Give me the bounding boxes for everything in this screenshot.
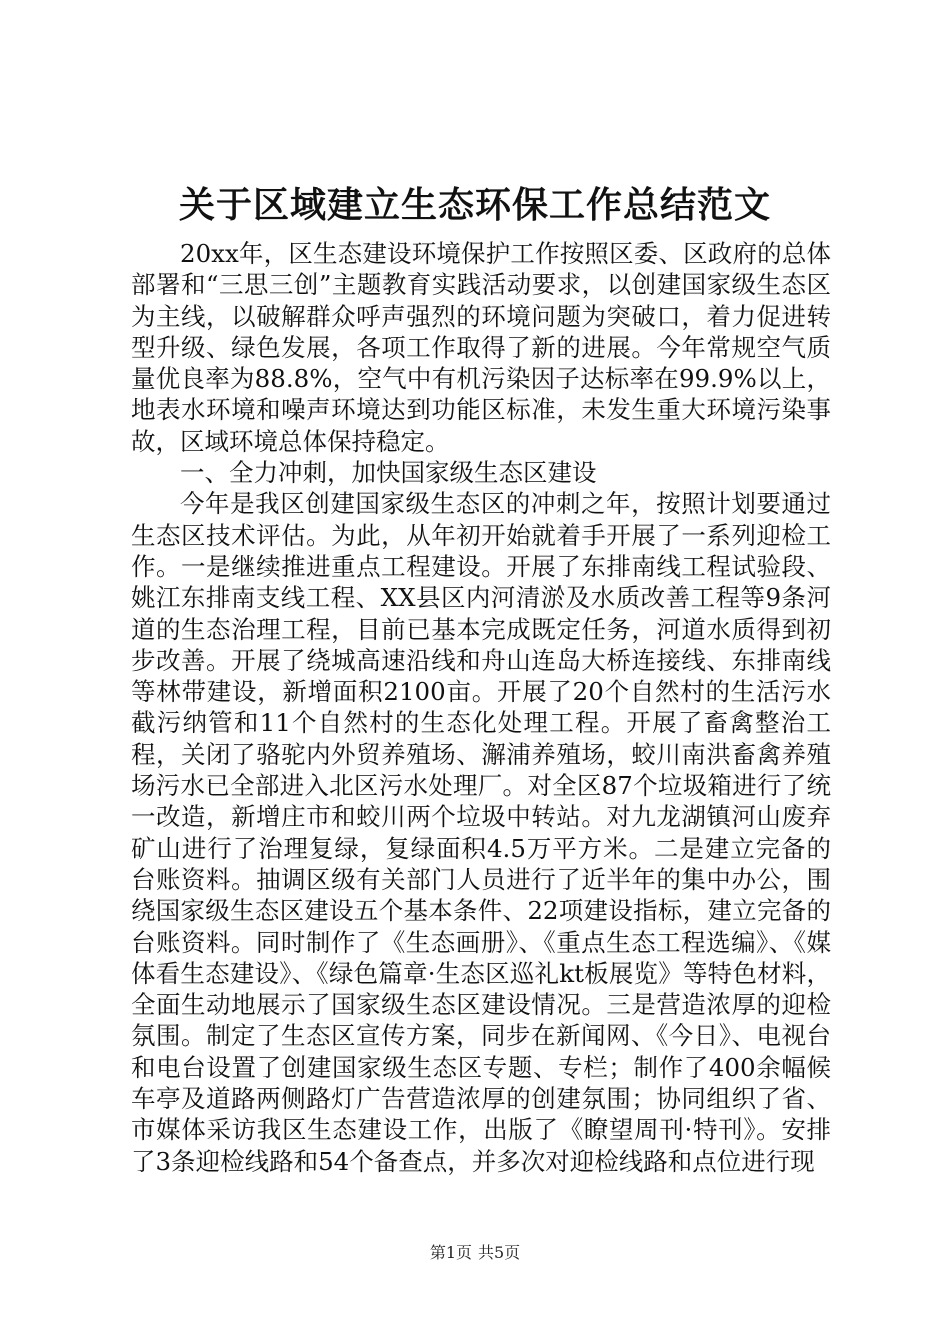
page-footer xyxy=(0,1242,950,1264)
paragraph-intro: 20xx年，区生态建设环境保护工作按照区委、区政府的总体部署和“三思三创”主题教育实践活动要求，以创建国家级生态区为主线，以破解群众呼声强烈的环境问题为突破口，着力促进转型升级、绿色发展，各项工作取得了新的进展。今年常规空气质量优良率为88.8%，空气中有机污染因子达标率在99.9%以上，地表水环境和噪声环境达到功能区标准，未发生重大环境污染事故，区域环境总体保持稳定。 xyxy=(131,239,831,456)
section-heading: 一、全力冲刺，加快国家级生态区建设 xyxy=(180,458,597,488)
page-number: 第1页 xyxy=(429,1243,472,1262)
document-body xyxy=(131,238,831,1177)
paragraph-section-1: 今年是我区创建国家级生态区的冲刺之年，按照计划要通过生态区技术评估。为此，从年初开始就着手开展了一系列迎检工作。一是继续推进重点工程建设。开展了东排南线工程试验段、姚江东排南支线工程、XX县区内河清淤及水质改善工程等9条河道的生态治理工程，目前已基本完成既定任务，河道水质得到初步改善。开展了绕城高速沿线和舟山连岛大桥连接线、东排南线等林带建设，新增面积2100亩。开展了20个自然村的生活污水截污纳管和11个自然村的生态化处理工程。开展了畜禽整治工程，关闭了骆驼内外贸养殖场、澥浦养殖场，蛟川南洪畜禽养殖场污水已全部进入北区污水处理厂。对全区87个垃圾箱进行了统一改造，新增庄市和蛟川两个垃圾中转站。对九龙湖镇河山废弃矿山进行了治理复绿，复绿面积4.5万平方米。二是建立完备的台账资料。抽调区级有关部门人员进行了近半年的集中办公，围绕国家级生态区建设五个基本条件、22项建设指标，建立完备的台账资料。同时制作了《生态画册》、《重点生态工程选编》、《媒体看生态建设》、《绿色篇章·生态区巡礼kt板展览》等特色材料，全面生动地展示了国家级生态区建设情况。三是营造浓厚的迎检氛围。制定了生态区宣传方案，同步在新闻网、《今日》、电视台和电台设置了创建国家级生态区专题、专栏；制作了400余幅候车亭及道路两侧路灯广告营造浓厚的创建氛围；协同组织了省、市媒体采访我区生态建设工作，出版了《瞭望周刊·特刊》。安排了3条迎检线路和54个备查点，并多次对迎检线路和点位进行现 xyxy=(131,489,831,1176)
document-title: 关于区域建立生态环保工作总结范文 xyxy=(178,184,771,226)
page-total: 共5页 xyxy=(478,1243,521,1262)
